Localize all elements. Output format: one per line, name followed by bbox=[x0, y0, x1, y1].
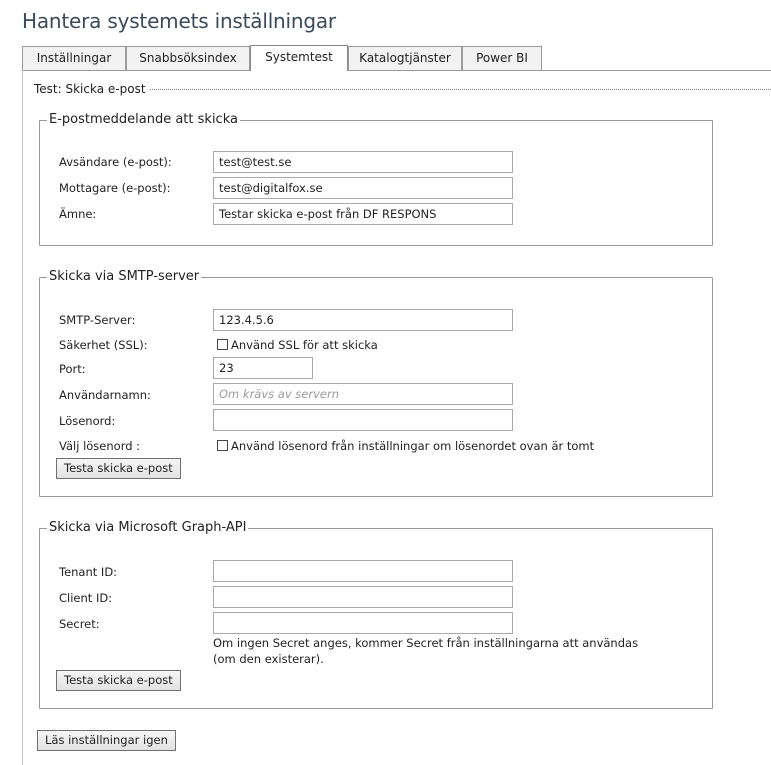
client-id-label: Client ID: bbox=[59, 591, 113, 605]
ssl-option[interactable] bbox=[217, 338, 378, 352]
username-field[interactable] bbox=[213, 383, 513, 405]
ssl-label: Säkerhet (SSL): bbox=[59, 338, 148, 352]
tab-bar bbox=[22, 46, 771, 72]
sender-email-field[interactable] bbox=[213, 151, 513, 173]
section-title: Test: Skicka e-post bbox=[34, 82, 146, 96]
smtp-legend: Skicka via SMTP-server bbox=[49, 269, 200, 284]
tenant-id-label: Tenant ID: bbox=[59, 565, 118, 579]
smtp-server-label: SMTP-Server: bbox=[59, 313, 136, 327]
ssl-checkbox[interactable] bbox=[217, 339, 228, 350]
graph-api-legend: Skicka via Microsoft Graph-API bbox=[49, 520, 247, 535]
secret-label: Secret: bbox=[59, 617, 100, 631]
smtp-server-field[interactable] bbox=[213, 309, 513, 331]
choose-password-label: Välj lösenord : bbox=[59, 439, 141, 453]
smtp-test-send-button[interactable]: Testa skicka e-post bbox=[56, 458, 181, 479]
subject-field[interactable] bbox=[213, 203, 513, 225]
recipient-email-field[interactable] bbox=[213, 177, 513, 199]
tab-panel-border bbox=[22, 70, 23, 765]
ssl-checkbox-label[interactable]: Använd SSL för att skicka bbox=[231, 338, 378, 352]
reload-settings-button[interactable]: Läs inställningar igen bbox=[37, 730, 176, 751]
tenant-id-field[interactable] bbox=[213, 560, 513, 582]
secret-note: Om ingen Secret anges, kommer Secret från inställningarna att användas (om den existerar). bbox=[213, 636, 639, 666]
username-label: Användarnamn: bbox=[59, 388, 151, 402]
choose-password-checkbox[interactable] bbox=[217, 440, 228, 451]
secret-field[interactable] bbox=[213, 612, 513, 634]
subject-label: Ämne: bbox=[59, 207, 97, 221]
tab-katalogtjanster[interactable]: Katalogtjänster bbox=[348, 46, 462, 70]
tab-divider bbox=[22, 70, 771, 71]
password-field[interactable] bbox=[213, 409, 513, 431]
password-label: Lösenord: bbox=[59, 414, 116, 428]
graph-test-send-button[interactable]: Testa skicka e-post bbox=[56, 670, 181, 691]
tab-systemtest[interactable]: Systemtest bbox=[250, 45, 348, 71]
recipient-label: Mottagare (e-post): bbox=[59, 181, 171, 195]
sender-label: Avsändare (e-post): bbox=[59, 155, 172, 169]
port-field[interactable] bbox=[213, 357, 313, 379]
email-message-legend: E-postmeddelande att skicka bbox=[49, 112, 238, 127]
client-id-field[interactable] bbox=[213, 586, 513, 608]
tab-installningar[interactable]: Inställningar bbox=[22, 46, 126, 70]
page-title: Hantera systemets inställningar bbox=[22, 9, 336, 33]
section-divider bbox=[150, 89, 771, 90]
choose-password-checkbox-label[interactable]: Använd lösenord från inställningar om lösenordet ovan är tomt bbox=[231, 439, 595, 453]
tab-power-bi[interactable]: Power BI bbox=[462, 46, 542, 70]
choose-password-option[interactable] bbox=[217, 439, 594, 453]
port-label: Port: bbox=[59, 362, 86, 376]
tab-snabbsoksindex[interactable]: Snabbsöksindex bbox=[126, 46, 250, 70]
